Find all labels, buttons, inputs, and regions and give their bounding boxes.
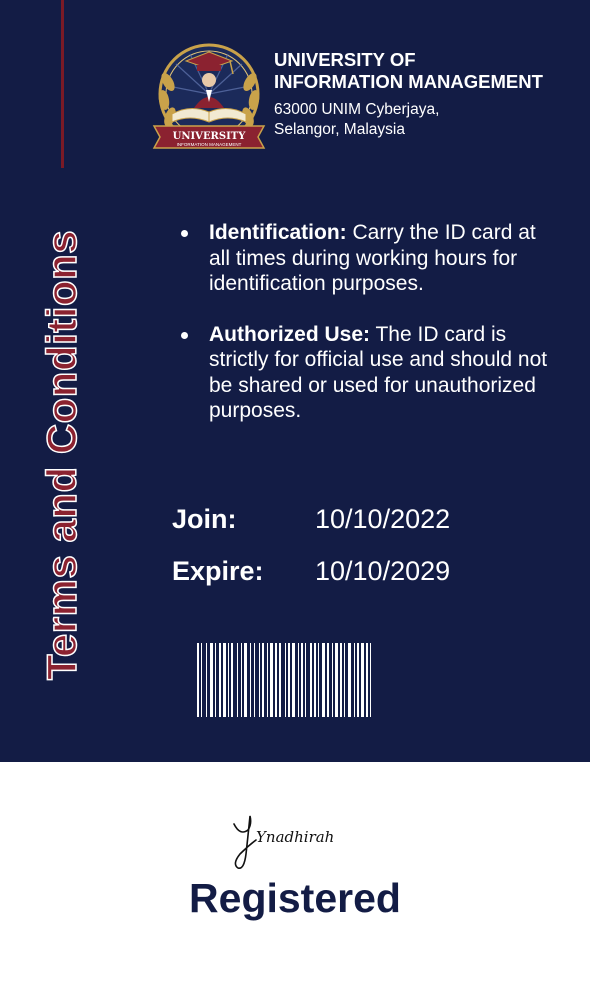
university-address: [274, 100, 584, 140]
term-text: Carry the ID card at all times during working hours for identification purposes.: [209, 221, 536, 295]
expire-value: 10/10/2029: [315, 556, 451, 586]
logo-text-main: UNIVERSITY: [172, 131, 246, 142]
barcode-bar: [250, 643, 251, 717]
barcode-bar: [305, 643, 306, 717]
barcode-bar: [370, 643, 371, 717]
term-item: [178, 322, 556, 424]
barcode-bar: [361, 643, 364, 717]
join-row: [172, 504, 450, 535]
barcode-bar: [301, 643, 303, 717]
address-line2: Selangor, Malaysia: [274, 121, 405, 138]
university-logo: [150, 42, 268, 152]
barcode-bar: [228, 643, 229, 717]
barcode-bar: [262, 643, 264, 717]
barcode-bar: [219, 643, 221, 717]
barcode-bar: [244, 643, 247, 717]
expire-label: Expire:: [172, 556, 264, 586]
barcode-bar: [348, 643, 351, 717]
barcode-bar: [267, 643, 268, 717]
terms-list: [178, 220, 556, 449]
barcode-bar: [197, 643, 199, 717]
card-bottom-panel: [0, 762, 590, 1004]
barcode-bar: [206, 643, 207, 717]
barcode-bar: [292, 643, 295, 717]
barcode-bar: [314, 643, 316, 717]
barcode-bar: [259, 643, 260, 717]
barcode-bar: [335, 643, 338, 717]
signature-image: [226, 806, 356, 878]
side-title: Terms and Conditions: [38, 229, 85, 681]
barcode-bar: [298, 643, 299, 717]
signature-text: Ynadhirah: [256, 828, 335, 846]
term-title: Identification:: [209, 221, 347, 244]
expire-row: [172, 556, 450, 587]
barcode-bar: [310, 643, 312, 717]
university-name-line2: INFORMATION MANAGEMENT: [274, 71, 543, 92]
term-title: Authorized Use:: [209, 322, 371, 346]
barcode-bar: [201, 643, 202, 717]
barcode-bar: [344, 643, 345, 717]
join-label: Join:: [172, 504, 237, 534]
term-item: [178, 220, 556, 297]
barcode-bar: [237, 643, 238, 717]
address-line1: 63000 UNIM Cyberjaya,: [274, 101, 440, 118]
barcode-bar: [270, 643, 273, 717]
university-name-line1: UNIVERSITY OF: [274, 49, 416, 70]
barcode-bar: [223, 643, 226, 717]
barcode-bar: [279, 643, 281, 717]
registered-label: Registered: [189, 875, 401, 921]
bullet-icon: [181, 230, 188, 237]
logo-text-sub: INFORMATION MANAGEMENT: [176, 142, 242, 147]
barcode-bar: [357, 643, 359, 717]
term-text: The ID card is strictly for official use and should not be shared or used for unauthorized purposes.: [209, 322, 548, 422]
barcode-bar: [254, 643, 255, 717]
join-value: 10/10/2022: [315, 504, 451, 534]
barcode-bar: [318, 643, 319, 717]
accent-line: [61, 0, 64, 168]
bullet-icon: [181, 332, 188, 339]
barcode-bar: [366, 643, 368, 717]
barcode-bar: [322, 643, 325, 717]
barcode-bar: [231, 643, 233, 717]
barcode-bar: [215, 643, 216, 717]
barcode-bar: [327, 643, 329, 717]
barcode: [197, 643, 495, 717]
barcode-bar: [275, 643, 277, 717]
university-name: [274, 49, 584, 93]
barcode-bar: [288, 643, 290, 717]
barcode-bar: [332, 643, 333, 717]
barcode-bar: [285, 643, 286, 717]
barcode-bar: [241, 643, 242, 717]
barcode-bar: [340, 643, 342, 717]
barcode-bar: [354, 643, 355, 717]
barcode-bar: [210, 643, 213, 717]
